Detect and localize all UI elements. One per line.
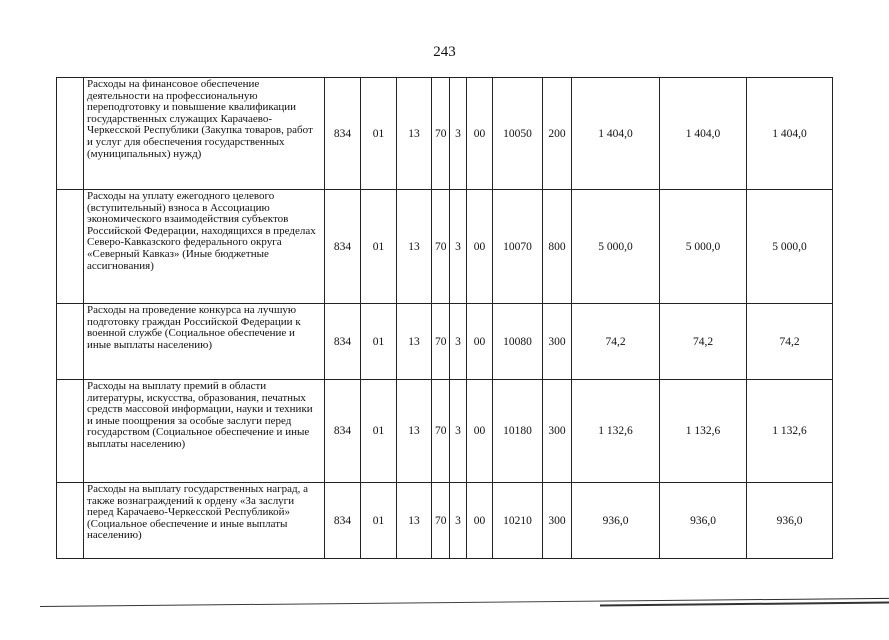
ministry-cell: 834	[325, 483, 361, 559]
section-cell: 01	[361, 304, 397, 380]
value-1-cell: 1 404,0	[572, 78, 660, 190]
subprogram-cell: 3	[450, 78, 467, 190]
row-index-cell	[57, 190, 84, 304]
code-cell: 10050	[493, 78, 543, 190]
subsection-cell: 13	[397, 483, 432, 559]
code-cell: 10210	[493, 483, 543, 559]
value-1-cell: 5 000,0	[572, 190, 660, 304]
section-cell: 01	[361, 380, 397, 483]
subprogram-cell: 3	[450, 304, 467, 380]
description-cell: Расходы на проведение конкурса на лучшую подготовку граждан Российской Федерации к военной службе (Социальное обеспечение и иные выплаты населению)	[84, 304, 325, 380]
program-cell: 70	[432, 190, 450, 304]
table-row	[57, 78, 833, 190]
subsection-cell: 13	[397, 304, 432, 380]
row-index-cell	[57, 380, 84, 483]
direction-cell: 00	[467, 190, 493, 304]
program-cell: 70	[432, 304, 450, 380]
value-2-cell: 936,0	[660, 483, 747, 559]
direction-cell: 00	[467, 304, 493, 380]
expense-type-cell: 300	[543, 483, 572, 559]
description-cell: Расходы на финансовое обеспечение деятельности на профессиональную переподготовку и повышение квалификации государственных служащих Карачаево-Черкесской Республики (Закупка товаров, работ и услуг для обеспечения государственных (муниципальных) нужд)	[84, 78, 325, 190]
description-cell: Расходы на выплату государственных наград, а также вознаграждений к ордену «За заслуги перед Карачаево-Черкесской Республикой» (Социальное обеспечение и иные выплаты населению)	[84, 483, 325, 559]
value-2-cell: 74,2	[660, 304, 747, 380]
value-1-cell: 936,0	[572, 483, 660, 559]
table-row	[57, 304, 833, 380]
section-cell: 01	[361, 483, 397, 559]
row-index-cell	[57, 483, 84, 559]
direction-cell: 00	[467, 380, 493, 483]
subprogram-cell: 3	[450, 380, 467, 483]
expense-type-cell: 300	[543, 304, 572, 380]
subsection-cell: 13	[397, 190, 432, 304]
ministry-cell: 834	[325, 380, 361, 483]
expense-type-cell: 200	[543, 78, 572, 190]
expense-type-cell: 300	[543, 380, 572, 483]
subsection-cell: 13	[397, 380, 432, 483]
scan-edge-shadow	[600, 601, 889, 606]
value-3-cell: 1 132,6	[747, 380, 833, 483]
code-cell: 10180	[493, 380, 543, 483]
expense-type-cell: 800	[543, 190, 572, 304]
row-index-cell	[57, 78, 84, 190]
description-cell: Расходы на выплату премий в области литературы, искусства, образования, печатных средств массовой информации, науки и техники и иные поощрения за особые заслуги перед государством (Социальное обеспечение и иные выплаты населению)	[84, 380, 325, 483]
table-row	[57, 380, 833, 483]
ministry-cell: 834	[325, 190, 361, 304]
value-3-cell: 1 404,0	[747, 78, 833, 190]
program-cell: 70	[432, 483, 450, 559]
program-cell: 70	[432, 78, 450, 190]
description-cell: Расходы на уплату ежегодного целевого (вступительный) взноса в Ассоциацию экономического взаимодействия субъектов Российской Федерации, находящихся в пределах Северо-Кавказского федерального округа «Северный Кавказ» (Иные бюджетные ассигнования)	[84, 190, 325, 304]
value-2-cell: 1 404,0	[660, 78, 747, 190]
value-2-cell: 5 000,0	[660, 190, 747, 304]
section-cell: 01	[361, 190, 397, 304]
subprogram-cell: 3	[450, 190, 467, 304]
row-index-cell	[57, 304, 84, 380]
value-3-cell: 74,2	[747, 304, 833, 380]
subprogram-cell: 3	[450, 483, 467, 559]
page-number: 243	[433, 44, 456, 60]
subsection-cell: 13	[397, 78, 432, 190]
ministry-cell: 834	[325, 304, 361, 380]
value-1-cell: 74,2	[572, 304, 660, 380]
direction-cell: 00	[467, 78, 493, 190]
value-2-cell: 1 132,6	[660, 380, 747, 483]
value-1-cell: 1 132,6	[572, 380, 660, 483]
code-cell: 10070	[493, 190, 543, 304]
program-cell: 70	[432, 380, 450, 483]
budget-table	[56, 77, 833, 559]
ministry-cell: 834	[325, 78, 361, 190]
value-3-cell: 5 000,0	[747, 190, 833, 304]
value-3-cell: 936,0	[747, 483, 833, 559]
table-row	[57, 483, 833, 559]
direction-cell: 00	[467, 483, 493, 559]
code-cell: 10080	[493, 304, 543, 380]
table-row	[57, 190, 833, 304]
section-cell: 01	[361, 78, 397, 190]
